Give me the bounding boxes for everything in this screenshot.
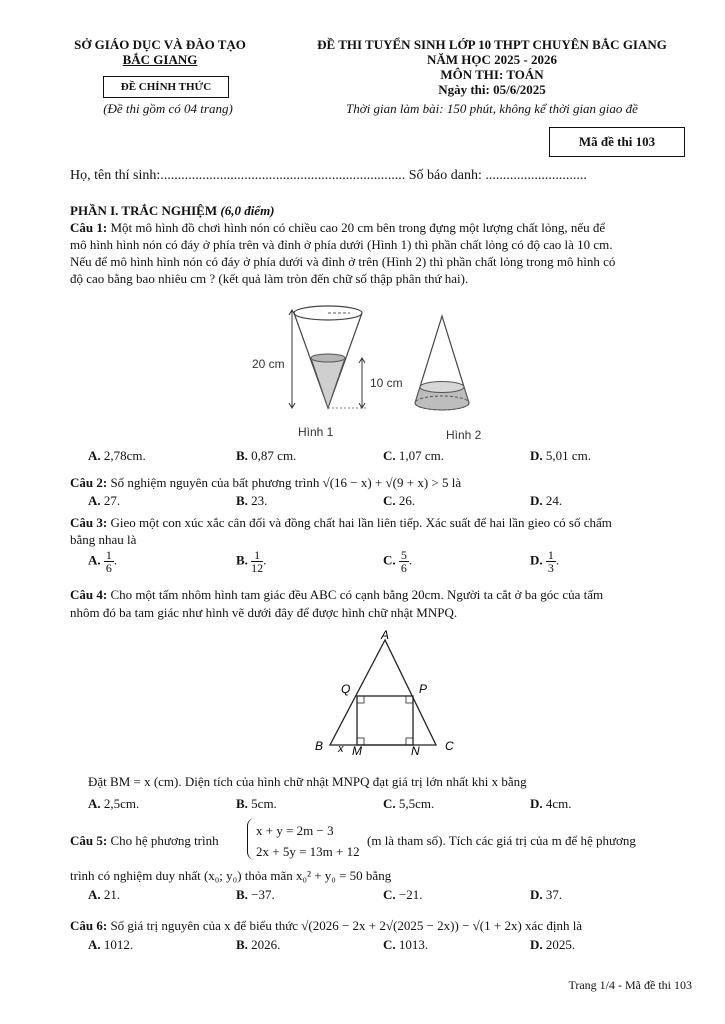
- q4-option-b[interactable]: B. 5cm.: [236, 796, 277, 811]
- section-title: [70, 203, 275, 219]
- q4-option-a[interactable]: A. 2,5cm.: [88, 796, 140, 811]
- q3-option-c[interactable]: C. $\frac{5}{6}$ .: [383, 548, 413, 575]
- q5-intro: [70, 833, 219, 849]
- segment-x-label: x: [338, 743, 344, 755]
- q4-option-c[interactable]: C. 5,5cm.: [383, 796, 435, 811]
- equation-1: x + y = 2m − 3: [256, 823, 334, 838]
- q6-label: Câu 6:: [70, 918, 108, 933]
- q6-option-c[interactable]: C. 1013.: [383, 937, 429, 952]
- point-n-label: N: [411, 744, 420, 758]
- q4-label: Câu 4:: [70, 587, 108, 602]
- q5-intro-text: Cho hệ phương trình: [110, 833, 219, 848]
- point-p-label: P: [419, 682, 428, 696]
- cone-figures: [240, 298, 510, 448]
- department-name: SỞ GIÁO DỤC VÀ ĐÀO TẠO: [74, 37, 246, 52]
- q4-option-d[interactable]: D. 4cm.: [530, 796, 572, 811]
- fig1-height-label: 20 cm: [252, 357, 285, 371]
- equation-2: 2x + 5y = 13m + 12: [256, 844, 360, 859]
- point-a-label: A: [381, 628, 390, 642]
- q3-label: Câu 3:: [70, 515, 108, 530]
- q5-option-c[interactable]: C. −21.: [383, 887, 423, 902]
- q3-fraction-d: $\frac{1}{3}$: [547, 548, 554, 575]
- page-footer: Trang 1/4 - Mã đề thi 103: [568, 978, 692, 992]
- official-label: ĐỀ CHÍNH THỨC: [103, 76, 229, 98]
- q6-option-b[interactable]: B. 2026.: [236, 937, 281, 952]
- candidate-line: [70, 168, 692, 184]
- q3-line2: bằng nhau là: [70, 532, 137, 547]
- q1-option-b[interactable]: B. 0,87 cm.: [236, 448, 297, 463]
- q5-option-a[interactable]: A. 21.: [88, 887, 121, 902]
- q2-line: [70, 474, 692, 491]
- exam-code: Mã đề thi 103: [549, 127, 685, 157]
- q3-option-d[interactable]: D. $\frac{1}{3}$ .: [530, 548, 560, 575]
- province-name: BẮC GIANG: [122, 52, 198, 67]
- q3-fraction-a: $\frac{1}{6}$: [105, 548, 112, 575]
- q1-line1: [70, 219, 692, 236]
- name-dots: ......................................................................: [160, 168, 406, 183]
- q2-label: Câu 2:: [70, 475, 108, 490]
- system-brace: [247, 818, 256, 860]
- q4-after: Đặt BM = x (cm). Diện tích của hình chữ nhật MNPQ đạt giá trị lớn nhất khi x bằng: [88, 774, 527, 789]
- q1-option-a[interactable]: A. 2,78cm.: [88, 448, 146, 463]
- q3-option-b[interactable]: B. $\frac{1}{12}$ .: [236, 548, 267, 575]
- q3-text1: Gieo một con xúc xắc cân đối và đồng chất hai lần liên tiếp. Xác suất để hai lần gieo có số chấm: [110, 515, 612, 530]
- point-c-label: C: [445, 739, 454, 753]
- name-label: Họ, tên thí sinh:: [70, 168, 161, 183]
- q1-option-d[interactable]: D. 5,01 cm.: [530, 448, 592, 463]
- duration: Thời gian làm bài: 150 phút, không kể thời gian giao đề: [346, 101, 638, 116]
- point-q-label: Q: [341, 682, 351, 696]
- q1-line3: Nếu để mô hình hình nón có đáy ở phía dưới và đỉnh ở trên (Hình 2) thì phần chất lỏng trong mô hình có: [70, 254, 616, 269]
- equation-system: [256, 820, 360, 862]
- q1-option-c[interactable]: C. 1,07 cm.: [383, 448, 445, 463]
- q6-line: [70, 917, 692, 934]
- q2-option-d[interactable]: D. 24.: [530, 493, 563, 508]
- fig1-caption: Hình 1: [298, 425, 334, 439]
- q4-line1: [70, 586, 692, 603]
- q5-label: Câu 5:: [70, 833, 108, 848]
- q5-tail: (m là tham số). Tích các giá trị của m để hệ phương: [367, 833, 636, 848]
- q3-fraction-b: $\frac{1}{12}$: [251, 548, 264, 575]
- q1-label: Câu 1:: [70, 220, 108, 235]
- q4-text1: Cho một tấm nhôm hình tam giác đều ABC có cạnh bằng 20cm. Người ta cắt ở ba góc của tấm: [110, 587, 604, 602]
- fig2-caption: Hình 2: [446, 428, 482, 442]
- q4-line2: nhôm đó ba tam giác như hình vẽ dưới đây để được hình chữ nhật MNPQ.: [70, 605, 458, 620]
- pages-note: (Đề thi gồm có 04 trang): [103, 101, 233, 116]
- exam-date: Ngày thi: 05/6/2025: [438, 82, 546, 97]
- q6-option-d[interactable]: D. 2025.: [530, 937, 576, 952]
- triangle-figure: [305, 628, 465, 758]
- q5-option-d[interactable]: D. 37.: [530, 887, 563, 902]
- q2-option-b[interactable]: B. 23.: [236, 493, 268, 508]
- q5-line2: trình có nghiệm duy nhất (x₀; y₀) thỏa mãn x₀² + y₀ = 50 bằng: [70, 868, 392, 883]
- figure-2-cone: [415, 316, 469, 410]
- section-name: PHẦN I. TRẮC NGHIỆM: [70, 203, 218, 218]
- q1-text1: Một mô hình đồ chơi hình nón có chiều cao 20 cm bên trong đựng một lượng chất lỏng, nếu để: [110, 220, 606, 235]
- school-year: NĂM HỌC 2025 - 2026: [427, 52, 557, 67]
- point-m-label: M: [352, 744, 362, 758]
- header-right: [272, 37, 712, 97]
- q5-option-b[interactable]: B. −37.: [236, 887, 275, 902]
- q2-option-a[interactable]: A. 27.: [88, 493, 121, 508]
- subject: MÔN THI: TOÁN: [440, 67, 544, 82]
- q2-option-c[interactable]: C. 26.: [383, 493, 416, 508]
- section-points: (6,0 điểm): [220, 203, 275, 218]
- header-left: [60, 37, 260, 67]
- q3-fraction-c: $\frac{5}{6}$: [400, 548, 407, 575]
- point-b-label: B: [315, 739, 324, 753]
- q6-option-a[interactable]: A. 1012.: [88, 937, 134, 952]
- q1-line2: mô hình hình nón có đáy ở phía trên và đỉnh ở phía dưới (Hình 1) thì phần chất lỏng có độ cao là 10 cm.: [70, 237, 613, 252]
- q3-option-a[interactable]: A. $\frac{1}{6}$ .: [88, 548, 118, 575]
- fig1-liquid-label: 10 cm: [370, 376, 403, 390]
- q3-line1: [70, 514, 692, 531]
- q2-text: Số nghiệm nguyên của bất phương trình √(16 − x) + √(9 + x) > 5 là: [110, 475, 462, 490]
- figure-1-cone: [289, 306, 368, 408]
- q1-line4: độ cao bằng bao nhiêu cm ? (kết quả làm tròn đến chữ số thập phân thứ hai).: [70, 271, 469, 286]
- id-dots: .............................: [485, 168, 587, 183]
- id-label: Số báo danh:: [408, 168, 482, 183]
- exam-title: ĐỀ THI TUYỂN SINH LỚP 10 THPT CHUYÊN BẮC GIANG: [317, 37, 667, 52]
- q6-text: Số giá trị nguyên của x để biểu thức √(2026 − 2x + 2√(2025 − 2x)) − √(1 + 2x) xác định là: [110, 918, 583, 933]
